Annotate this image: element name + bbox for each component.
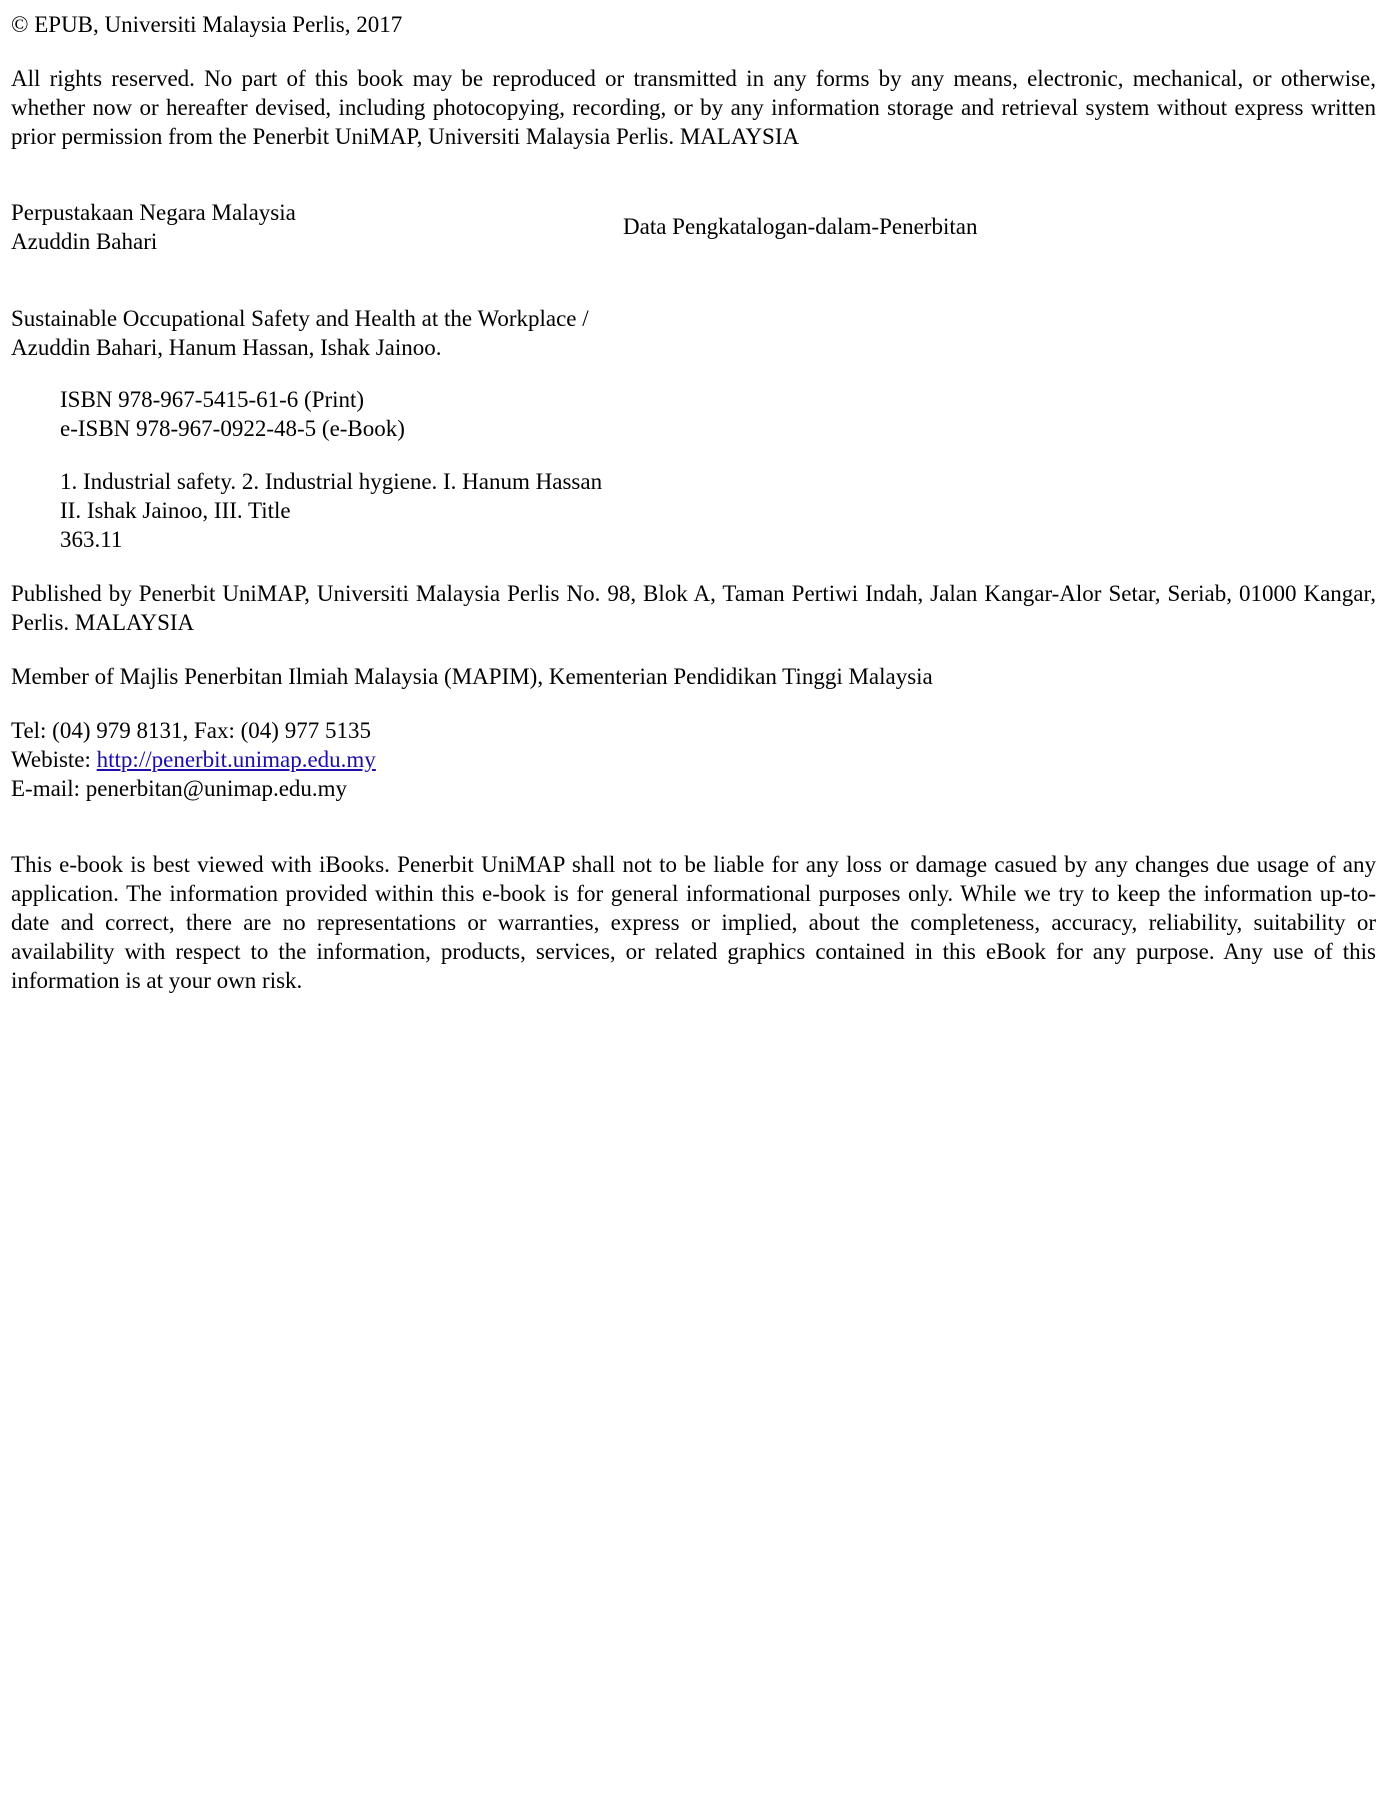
isbn-ebook: e-ISBN 978-967-0922-48-5 (e-Book) xyxy=(60,416,405,441)
website-line xyxy=(11,745,1376,774)
isbn-block xyxy=(11,385,1376,443)
subjects-line-1: 1. Industrial safety. 2. Industrial hygiene. I. Hanum Hassan xyxy=(60,469,603,494)
disclaimer-paragraph: This e-book is best viewed with iBooks. Penerbit UniMAP shall not to be liable for any loss or damage casued by any changes due usage of any application. The information provided within this e-book is for general informational purposes only. While we try to keep the information up-to-date and correct, there are no representations or warranties, express or implied, about the completeness, accuracy, reliability, suitability or availability with respect to the information, products, services, or related graphics contained in this eBook for any purpose. Any use of this information is at your own risk. xyxy=(11,852,1376,993)
contact-info xyxy=(11,716,1376,803)
cip-heading: Data Pengkatalogan-dalam-Penerbitan xyxy=(623,214,978,239)
subjects-line-2: II. Ishak Jainoo, III. Title xyxy=(60,498,291,523)
email-line: E-mail: penerbitan@unimap.edu.my xyxy=(11,776,348,801)
website-label: Webiste: xyxy=(11,747,97,772)
publisher-membership: Member of Majlis Penerbitan Ilmiah Malaysia (MAPIM), Kementerian Pendidikan Tinggi Malaysia xyxy=(11,664,933,689)
copyright-page xyxy=(11,10,1376,995)
subjects-block xyxy=(11,467,1376,554)
rights-reserved-paragraph: All rights reserved. No part of this book may be reproduced or transmitted in any forms by any means, electronic, mechanical, or otherwise, whether now or hereafter devised, including photocopying, recording, or by any information storage and retrieval system without express written prior permission from the Penerbit UniMAP, Universiti Malaysia Perlis. MALAYSIA xyxy=(11,66,1376,149)
book-title-block xyxy=(11,304,1376,362)
publisher-address: Published by Penerbit UniMAP, Universiti Malaysia Perlis No. 98, Blok A, Taman Pertiwi Indah, Jalan Kangar-Alor Setar, Seriab, 01000 Kangar, Perlis. MALAYSIA xyxy=(11,581,1376,635)
catalog-author: Azuddin Bahari xyxy=(11,229,158,254)
classification-number: 363.11 xyxy=(60,527,123,552)
isbn-print: ISBN 978-967-5415-61-6 (Print) xyxy=(60,387,365,412)
library-name: Perpustakaan Negara Malaysia xyxy=(11,200,296,225)
tel-fax: Tel: (04) 979 8131, Fax: (04) 977 5135 xyxy=(11,718,371,743)
website-link[interactable]: http://penerbit.unimap.edu.my xyxy=(96,747,376,772)
book-authors: Azuddin Bahari, Hanum Hassan, Ishak Jainoo. xyxy=(11,335,442,360)
book-title: Sustainable Occupational Safety and Health at the Workplace / xyxy=(11,306,589,331)
copyright-notice: © EPUB, Universiti Malaysia Perlis, 2017 xyxy=(11,12,403,37)
cataloguing-header xyxy=(11,198,1376,258)
library-info xyxy=(11,198,296,256)
